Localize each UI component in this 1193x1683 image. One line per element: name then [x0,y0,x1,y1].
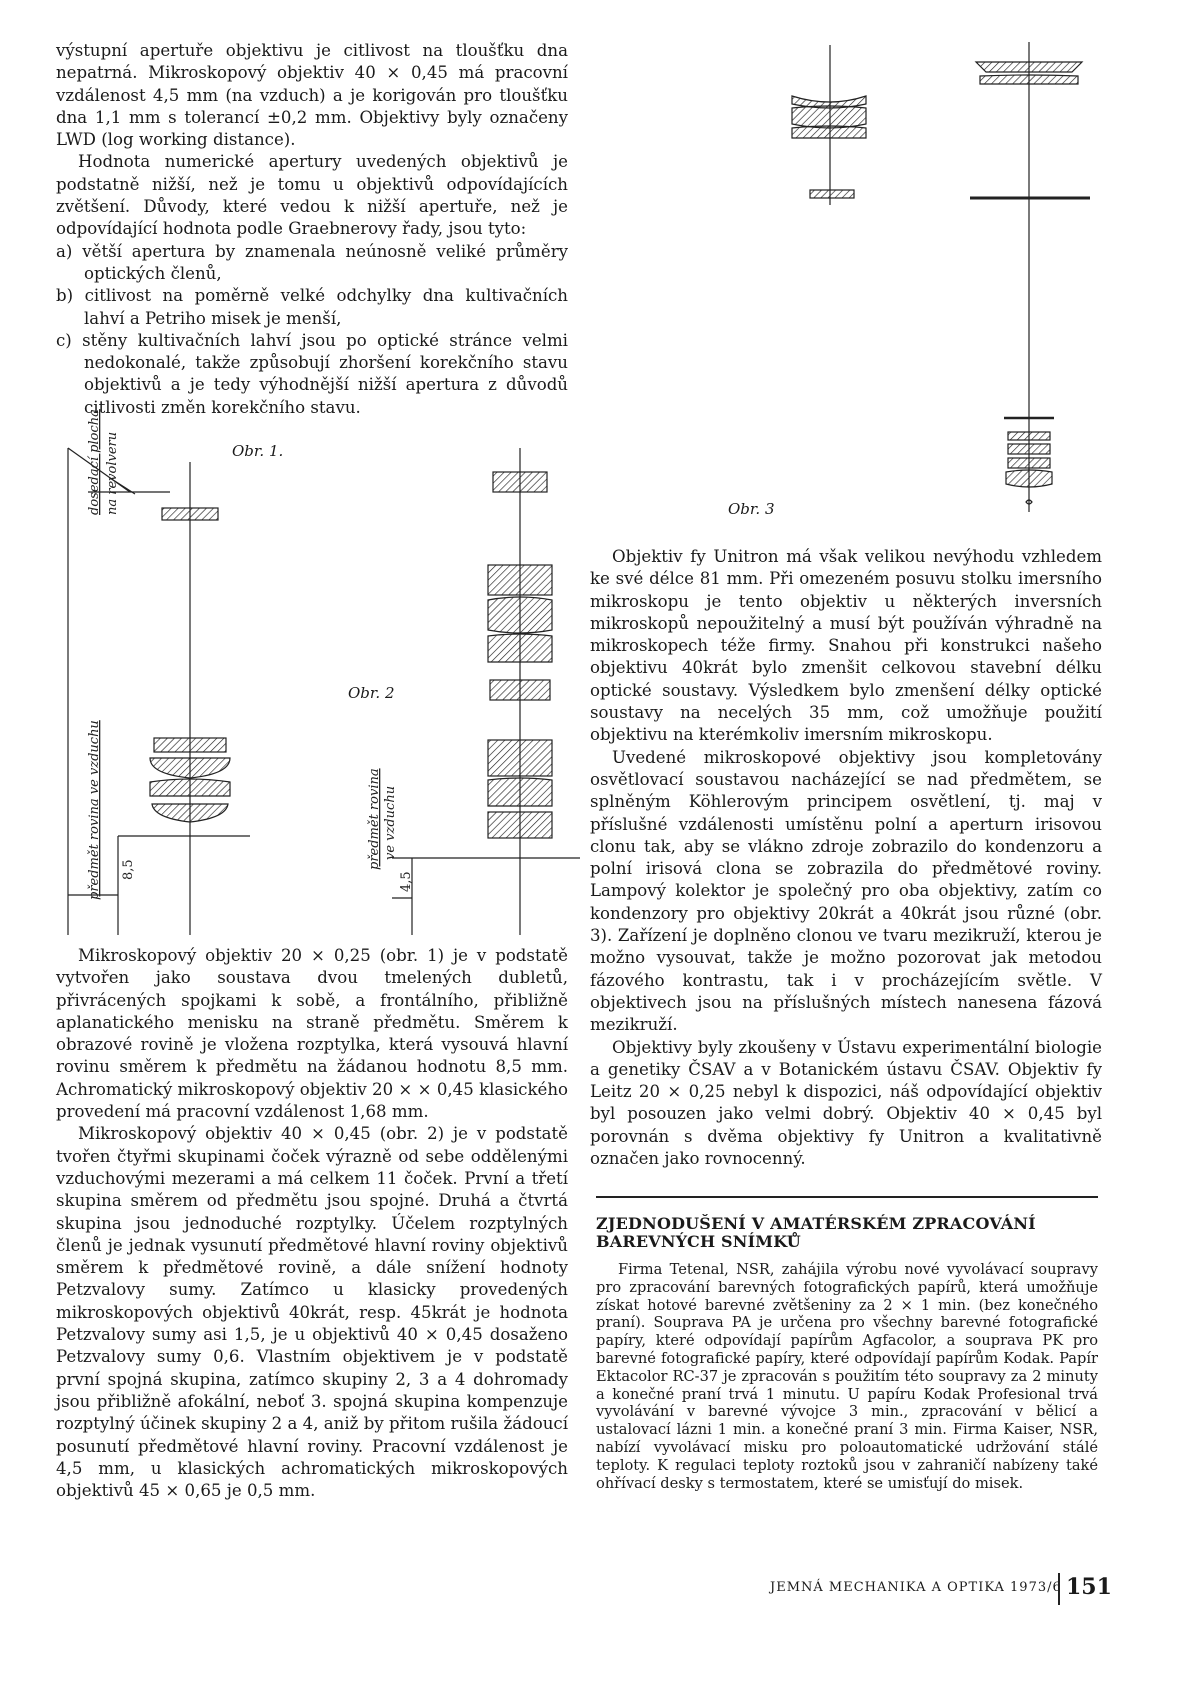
page-number: 151 [1066,1574,1112,1600]
figure-3-diagram [792,42,1090,512]
list-item: a) větší apertura by znamenala neúnosně veliké průměry optických členů, [56,241,568,283]
paragraph: Mikroskopový objektiv 40 × 0,45 (obr. 2) je v podstatě tvořen čtyřmi skupinami čoček výrazně od sebe oddělenými vzduchovými mezerami a má celkem 11 čoček. První a třetí skupina směrem od předmětu jsou spojné. Druhá a čtvrtá skupina jsou jednoduché rozptylky. Účelem rozptylných členů je jednak vysunutí předmětové hlavní roviny objektivů směrem k předmětové rovině, a dále snížení hodnoty Petzvalovy sumy. Zatímco u klasicky provedených mikroskopových objektivů 40krát, resp. 45krát je hodnota Petzvalovy sumy asi 1,5, je u objektivů 40 × 0,45 dosaženo Petzvalovy sumy 0,6. Vlastním objektivem je v podstatě první spojná skupina, zatímco skupiny 2, 3 a 4 dohromady jsou přibližně afokální, neboť 3. spojná skupina kompenzuje rozptylný účinek skupiny 2 a 4, aniž by přitom rušila žádoucí posunutí předmětové hlavní roviny. Pracovní vzdálenost je 4,5 mm, u klasických achromatických mikroskopových objektivů 45 × 0,65 je 0,5 mm. [56,1124,568,1501]
list-item: c) stěny kultivačních lahví jsou po optické stránce velmi nedokonalé, takže způsobují zhoršení korekčního stavu objektivů a je tedy výhodnější nižší apertura z důvodů citlivosti změn korekčního stavu. [56,330,568,417]
fig1-bottom-label: předmět rovina ve vzduchu [87,720,102,900]
figure-1-diagram [68,409,250,935]
left-column-bottom [56,945,568,1502]
fig2-label-1: předmět rovina [367,768,382,870]
fig1-top-label-2: na revolveru [105,431,120,515]
figure-3-caption: Obr. 3 [728,500,775,518]
paragraph: Objektivy byly zkoušeny v Ústavu experimentální biologie a genetiky ČSAV a v Botanickém ústavu ČSAV. Objektiv fy Leitz 20 × 0,25 nebyl k dispozici, náš odpovídající objektiv byl posouzen jako velmi dobrý. Objektiv 40 × 0,45 byl porovnán s dvěma objektivy fy Unitron a kvalitativně označen jako rovnocenný. [590,1037,1102,1169]
paragraph: Mikroskopový objektiv 20 × 0,25 (obr. 1) je v podstatě vytvořen jako soustava dvou tmelených dubletů, přivrácených spojkami k sobě, a frontálního, přibližně aplanatického menisku na straně předmětu. Směrem k obrazové rovině je vložena rozptylka, která vysouvá hlavní rovinu směrem k předmětu na žádanou hodnotu 8,5 mm. Achromatický mikroskopový objektiv 20 × × 0,45 klasického provedení má pracovní vzdálenost 1,68 mm. [56,946,568,1122]
list-item: b) citlivost na poměrně velké odchylky dna kultivačních lahví a Petriho misek je menší, [56,286,568,328]
fig2-label-2: ve vzduchu [383,785,398,860]
paragraph: Objektiv fy Unitron má však velikou nevýhodu vzhledem ke své délce 81 mm. Při omezeném posuvu stolku imersního mikroskopu je tento objektiv u některých inversních mikroskopů nepoužitelný a musí být používán výhradně na mikroskopech téže firmy. Snahou při konstrukci našeho objektivu 40krát bylo zmenšit celkovou stavební délku optické soustavy. Výsledkem bylo zmenšení délky optické soustavy na necelých 35 mm, což umožňuje použití objektivu na kterémkoliv imersním mikroskopu. [590,547,1102,745]
right-column [590,546,1102,1170]
news-item [596,1215,1098,1492]
figure-1-caption: Obr. 1. [232,442,284,460]
paragraph: výstupní apertuře objektivu je citlivost na tloušťku dna nepatrná. Mikroskopový objektiv 40 × 0,45 má pracovní vzdálenost 4,5 mm (na vzduch) a je korigován pro tloušťku dna 1,1 mm s tolerancí ±0,2 mm. Objektivy byly označeny LWD (log working distance). [56,41,568,150]
paragraph: Uvedené mikroskopové objektivy jsou kompletovány osvětlovací soustavou nacházející se nad předmětem, se splněným Köhlerovým principem osvětlení, tj. maj v příslušné vzdálenosti umístěnu polní a aperturn irisovou clonu tak, aby se vlákno zdroje zobrazilo do kondenzoru a polní irisová clona se zobrazila do předmětové roviny. Lampový kolektor je společný pro oba objektivy, zatím co kondenzory pro objektivy 20krát a 40krát jsou různé (obr. 3). Zařízení je doplněno clonou ve tvaru mezikruží, kterou je možno vysouvat, takže je možno pozorovat jak metodou fázového kontrastu, tak i v procházejícím světle. V objektivech jsou na příslušných místech nanesena fázová mezikruží. [590,747,1102,1035]
figure-2-caption: Obr. 2 [348,684,395,702]
section-divider [596,1196,1098,1198]
fig1-dimension: 8,5 [121,859,136,880]
fig1-top-label-1: dosedací plocha [87,409,102,515]
fig2-dimension: 4,5 [399,871,414,892]
journal-footer: JEMNÁ MECHANIKA A OPTIKA 1973/6 [770,1580,1062,1595]
figure-2-diagram [367,448,580,935]
news-title: ZJEDNODUŠENÍ V AMATÉRSKÉM ZPRACOVÁNÍ BAREVNÝCH SNÍMKŮ [596,1214,1036,1251]
news-body: Firma Tetenal, NSR, zahájila výrobu nové vyvolávací soupravy pro zpracování barevných fotografických papírů, která umožňuje získat hotové barevné zvětšeniny za 2 × 1 min. (bez konečného praní). Souprava PA je určena pro všechny barevné fotografické papíry, které odpovídají papírům Agfacolor, a souprava PK pro barevné fotografické papíry, které odpovídají papírům Kodak. Papír Ektacolor RC-37 je zpracován s použitím této soupravy za 2 minuty a konečné praní trvá 1 minutu. U papíru Kodak Profesional trvá vyvolávání v barevné vývojce 3 min., zpracování v bělicí a ustalovací lázni 1 min. a konečné praní 3 min. Firma Kaiser, NSR, nabízí vyvolávací misku pro poloautomatické udržování stálé teploty. K regulaci teploty roztoků jsou v zahraničí nabízeny také ohřívací desky s termostatem, které se umisťují do misek. [596,1261,1098,1492]
paragraph: Hodnota numerické apertury uvedených objektivů je podstatně nižší, než je tomu u objektivů odpovídajících zvětšení. Důvody, které vedou k nižší apertuře, než je odpovídající hodnota podle Graebnerovy řady, jsou tyto: [56,152,568,239]
footer-separator [1058,1573,1060,1605]
